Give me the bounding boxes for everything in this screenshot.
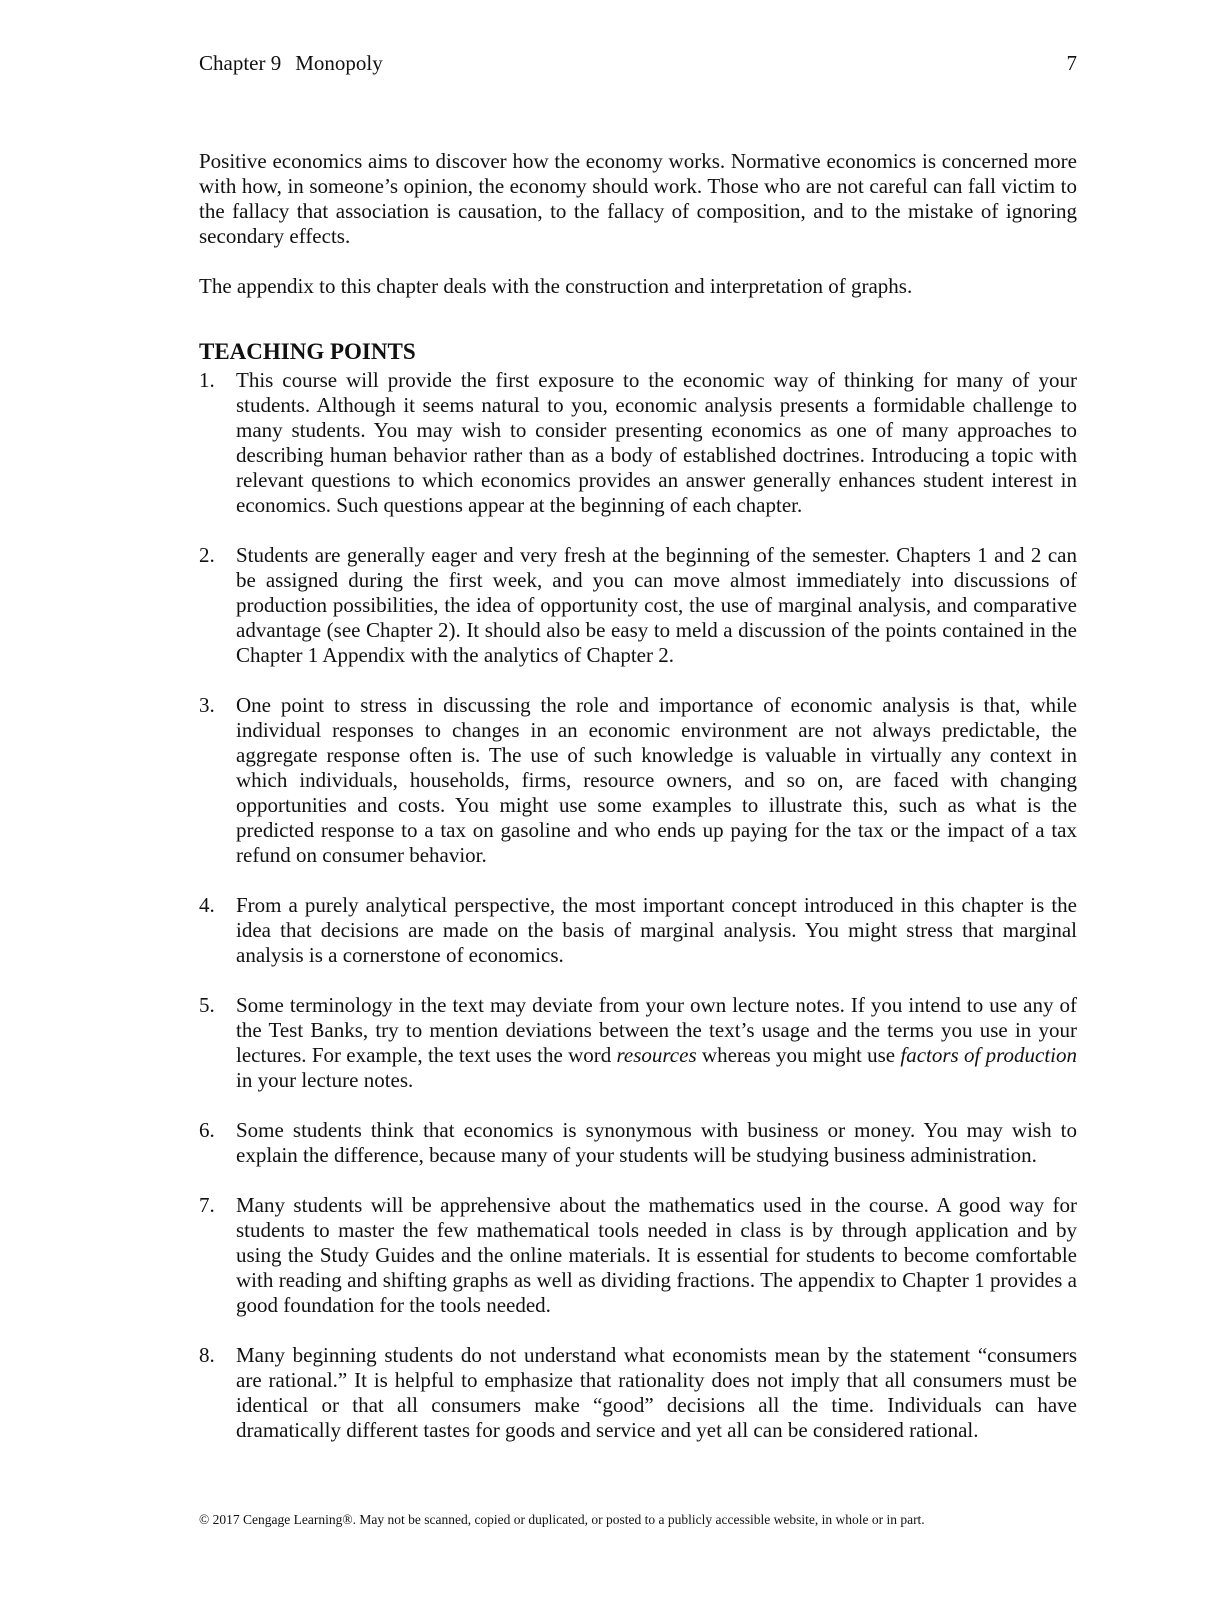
section-heading: TEACHING POINTS [199, 339, 416, 364]
list-item [199, 368, 1077, 518]
list-item-number: 7. [199, 1193, 215, 1217]
list-item [199, 893, 1077, 968]
copyright-footer: © 2017 Cengage Learning®. May not be scanned, copied or duplicated, or posted to a publicly accessible website, in whole or in part. [199, 1512, 925, 1527]
list-item [199, 993, 1077, 1093]
page-number: 7 [1066, 51, 1077, 75]
list-item-text [236, 993, 1077, 1092]
list-item [199, 543, 1077, 668]
teaching-points-list [199, 368, 1077, 1443]
list-item-number: 4. [199, 893, 215, 917]
list-item-text: One point to stress in discussing the role and importance of economic analysis is that, while individual responses to changes in an economic environment are not always predictable, the aggregate response often is. The use of such knowledge is valuable in virtually any context in which individuals, households, firms, resource owners, and so on, are faced with changing opportunities and costs. You might use some examples to illustrate this, such as what is the predicted response to a tax on gasoline and who ends up paying for the tax or the impact of a tax refund on consumer behavior. [236, 693, 1077, 867]
list-item-text: Some students think that economics is synonymous with business or money. You may wish to explain the difference, because many of your students will be studying business administration. [236, 1118, 1077, 1167]
list-item [199, 1343, 1077, 1443]
emphasis-term: factors of production [900, 1043, 1077, 1067]
page-body [199, 149, 1077, 1443]
list-item [199, 1193, 1077, 1318]
chapter-number: Chapter 9 [199, 51, 282, 75]
intro-paragraph: Positive economics aims to discover how the economy works. Normative economics is concerned more with how, in someone’s opinion, the economy should work. Those who are not careful can fall victim to the fallacy that association is causation, to the fallacy of composition, and to the mistake of ignoring secondary effects. [199, 149, 1077, 248]
list-item-number: 3. [199, 693, 215, 717]
list-item-text: This course will provide the first exposure to the economic way of thinking for many of your students. Although it seems natural to you, economic analysis presents a formidable challenge to many students. You may wish to consider presenting economics as one of many approaches to describing human behavior rather than as a body of established doctrines. Introducing a topic with relevant questions to which economics provides an answer generally enhances student interest in economics. Such questions appear at the beginning of each chapter. [236, 368, 1077, 517]
text-run: in your lecture notes. [236, 1068, 414, 1092]
list-item-text: Many students will be apprehensive about the mathematics used in the course. A good way for students to master the few mathematical tools needed in class is by through application and by using the Study Guides and the online materials. It is essential for students to become comfortable with reading and shifting graphs as well as dividing fractions. The appendix to Chapter 1 provides a good foundation for the tools needed. [236, 1193, 1077, 1317]
list-item-text: From a purely analytical perspective, the most important concept introduced in this chapter is the idea that decisions are made on the basis of marginal analysis. You might stress that marginal analysis is a cornerstone of economics. [236, 893, 1077, 967]
emphasis-term: resources [616, 1043, 697, 1067]
intro-paragraph: The appendix to this chapter deals with the construction and interpretation of graphs. [199, 274, 913, 298]
list-item-number: 5. [199, 993, 215, 1017]
chapter-title: Monopoly [295, 51, 383, 75]
list-item-text: Many beginning students do not understand what economists mean by the statement “consumers are rational.” It is helpful to emphasize that rationality does not imply that all consumers must be identical or that all consumers make “good” decisions all the time. Individuals can have dramatically different tastes for goods and service and yet all can be considered rational. [236, 1343, 1077, 1442]
list-item-text: Students are generally eager and very fresh at the beginning of the semester. Chapters 1 and 2 can be assigned during the first week, and you can move almost immediately into discussions of production possibilities, the idea of opportunity cost, the use of marginal analysis, and comparative advantage (see Chapter 2). It should also be easy to meld a discussion of the points contained in the Chapter 1 Appendix with the analytics of Chapter 2. [236, 543, 1077, 667]
running-head [199, 48, 383, 78]
text-run: whereas you might use [696, 1043, 901, 1067]
page-header [199, 48, 1077, 78]
list-item-number: 2. [199, 543, 215, 567]
text-run: Some terminology in the text may deviate from your own lecture notes. If you intend to use any of the Test Banks, try to mention deviations between the text’s usage and the terms you use in your lectures. For example, the text uses the word [236, 993, 1077, 1067]
list-item-number: 1. [199, 368, 215, 392]
list-item [199, 693, 1077, 868]
list-item [199, 1118, 1077, 1168]
list-item-number: 8. [199, 1343, 215, 1367]
list-item-number: 6. [199, 1118, 215, 1142]
